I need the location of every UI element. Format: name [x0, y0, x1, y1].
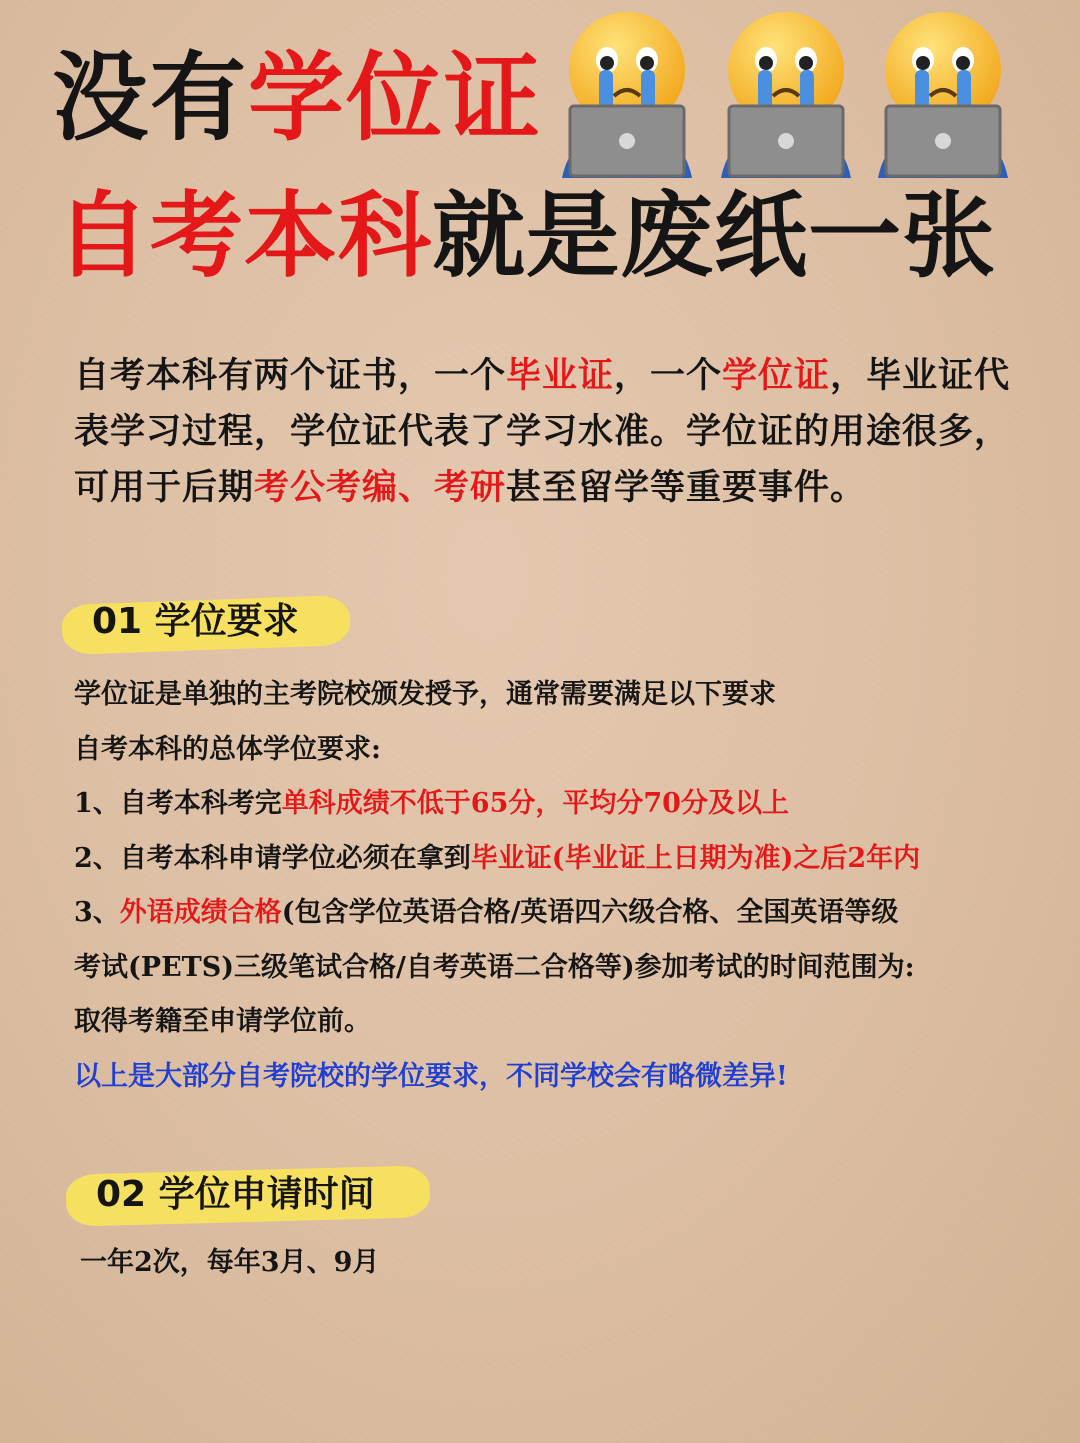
title-line-1 [52, 38, 542, 158]
section-heading-1 [92, 593, 299, 644]
title-highlight: 学位证 [248, 42, 542, 154]
section1-body [74, 668, 1054, 1104]
section-heading-text: 02 学位申请时间 [96, 1174, 375, 1215]
title-highlight: 自考本科 [56, 182, 432, 290]
body-line: 考试(PETS)三级笔试合格/自考英语二合格等)参加考试的时间范围为: [74, 951, 915, 983]
section-heading-2 [96, 1166, 375, 1217]
requirement-1 [74, 777, 1054, 832]
requirement-2 [74, 832, 1054, 887]
crying-laptop-icon [868, 8, 1018, 178]
requirement-text: 3、 [74, 897, 120, 928]
requirement-highlight: 毕业证(毕业证上日期为准)之后2年内 [470, 842, 921, 874]
section2-body [80, 1236, 1060, 1291]
title-text: 没有 [52, 42, 248, 154]
intro-highlight: 毕业证 [506, 355, 615, 396]
intro-text: 甚至留学等重要事件。 [506, 467, 867, 508]
requirement-highlight: 外语成绩合格 [119, 897, 282, 928]
body-line: 学位证是单独的主考院校颁发授予，通常需要满足以下要求 [74, 679, 776, 710]
crying-laptop-icon [711, 8, 861, 178]
intro-paragraph [74, 348, 1034, 516]
section-heading-text: 01 学位要求 [92, 601, 299, 642]
requirement-highlight: 单科成绩不低于65分，平均分70分及以上 [281, 788, 789, 819]
requirement-text: 1、自考本科考完 [74, 788, 282, 819]
requirement-text: (包含学位英语合格/英语四六级合格、全国英语等级 [281, 897, 899, 928]
intro-highlight: 考公考编、考研 [254, 467, 507, 508]
intro-highlight: 学位证 [722, 355, 831, 396]
body-line: 取得考籍至申请学位前。 [74, 1006, 371, 1037]
intro-text: ，毕业证代表学习过程，学位证代表了学习水准。学位证的用途很多，可用于后期 [74, 355, 1011, 508]
title-text: 就是废纸一张 [432, 182, 996, 290]
requirement-3 [74, 886, 1054, 941]
crying-laptop-icon [552, 8, 702, 178]
body-line: 自考本科的总体学位要求: [74, 733, 381, 765]
note-text: 以上是大部分自考院校的学位要求，不同学校会有略微差异! [74, 1060, 788, 1092]
body-line: 一年2次，每年3月、9月 [80, 1247, 380, 1278]
requirement-text: 2、自考本科申请学位必须在拿到 [74, 842, 471, 874]
intro-text: 自考本科有两个证书，一个 [74, 355, 507, 396]
intro-text: ，一个 [614, 355, 723, 396]
title-line-2 [56, 176, 996, 296]
